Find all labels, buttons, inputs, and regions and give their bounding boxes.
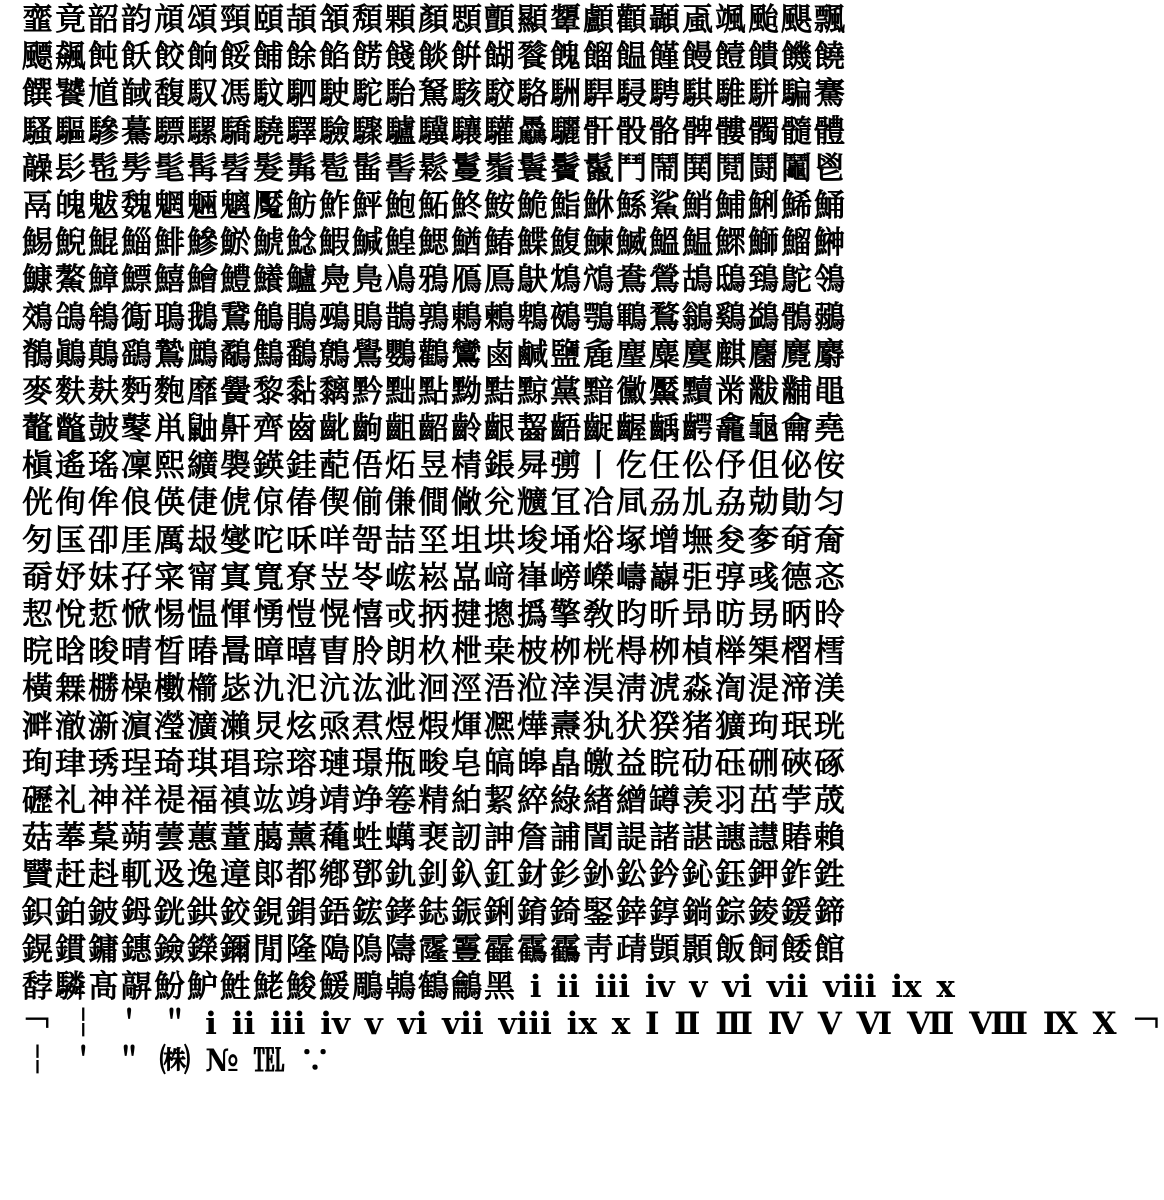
glyph-line-20: 溿澈澵濵瀅瀇瀨炅炫焏焄煜煆煇凞燁燾犱犾猤猪獷玽珉珖 [22,708,847,745]
glyph-line-1: 韲竟韶韵頏頌頸頤頡頷頽顆顏顋顫顯顰顱顴顳颪颯颱颶飄 [22,2,847,38]
glyph-line-15: 匇匤卲厓厲叝燮咜咊咩哿喆坙坥垬埈埇焀塚增墲夋奓奛奝 [22,522,847,559]
glyph-line-4: 騷驅驂驀驃騾驕驍驛驗驟驢驥驤驩驫驪骭骰骼髀髏髑髓體 [22,113,847,150]
glyph-line-28: ￢ ￤ ＇ ＂ ⅰ ⅱ ⅲ ⅳ ⅴ ⅵ ⅶ ⅷ ⅸ ⅹ Ⅰ Ⅱ Ⅲ Ⅳ Ⅴ Ⅵ Ⅶ Ⅷ Ⅸ Ⅹ ￢ [22,1006,1164,1043]
glyph-line-3: 饌饕馗馘馥馭馮馼駟駛駝駘駑駭駮駱駲駻駸騁騏騅駢騙騫 [22,76,847,113]
glyph-line-7: 鯣鯢鯤鯔鯡鰺鯲鯱鯰鰕鰔鰉鰓鰌鰆鰈鰒鰊鰄鰮鰛鰥鰤鰡鰰 [22,225,847,262]
glyph-line-22: 礰礼神祥禔福禛竑竧靖竫箞精絈絜綷綠緖繒罇羡羽茁荢荿 [22,782,847,819]
glyph-line-16: 奣妤妺孖寀甯寘寬尞岦岺峵崧嵓﨑嵂嵭嶸嶹巐弡弴彧德忞 [22,559,847,596]
glyph-line-27: 馞驎髙髜魵魲鮏鮱鮻鰀鵰鵫鶴鸙黑 ⅰ ⅱ ⅲ ⅳ ⅴ ⅵ ⅶ ⅷ ⅸ ⅹ [22,968,957,1005]
glyph-line-21: 珣珒琇珵琦琪琩琮瑢璉璟甁畯皂皜皞皛皦益睆劯砡硎硤硺 [22,745,847,782]
glyph-line-2: 飃飆飩飫餃餉餒餔餘餡餝餞餤餠餬餮餽餾饂饉饅饐饋饑饒 [22,39,847,76]
glyph-line-13: 槇遙瑤凜熙纊褜鍈銈蓜俉炻昱棈鋹曻彅丨仡仼伀伃伹佖侒 [22,448,847,485]
glyph-line-14: 侊侚侔俍偀倢俿倞偆偰偂傔僴僘兊兤冝冾凬刕劜劦勀勛匀 [22,485,847,522]
glyph-line-11: 麥麩麸麪麭靡黌黎黏黐黔黜點黝黠黥黨黯黴黶黷黹黻黼黽 [22,373,847,410]
glyph-line-9: 鵁鴿鴾鵆鵈鵝鵞鵤鵑鵐鵙鵲鶉鶇鶫鵯鵺鶚鶤鶩鶲鷄鷁鶻鶸 [22,299,847,336]
glyph-line-17: 恝悅悊惞惕愠惲愑愷愰憘戓抦揵摠撝擎敎昀昕昻昉昮昞昤 [22,597,847,633]
glyph-line-29: ￤ ＇ ＂ ㈱ № ℡ ∵ [22,1043,333,1080]
glyph-sheet [22,2,1164,1080]
glyph-line-12: 鼇鼈皷鼕鼡鼬鼾齊齒齔齣齟齠齡齦齧齬齪齷齲齶龕龜龠堯 [22,411,847,448]
glyph-line-8: 鱇鰲鱆鰾鱚鱠鱧鱶鱸鳧鳬鳰鴉鴈鳫鴃鴆鴪鴦鶯鴣鴟鵄鴕鴒 [22,262,847,299]
glyph-line-24: 贒赶﨣軏﨤逸遧郞都鄕鄧釚釗釞釭釮釤釥鈆鈐鈊鈺鉀鈼鉎 [22,857,847,894]
glyph-line-19: 橫橆橳橾櫢櫤毖氿汜沆汯泚洄涇浯涖涬淏淸淲淼渹湜渧渼 [22,671,847,708]
glyph-line-5: 髞髟髢髣髦髯髫髮髴髱髷髻鬆鬘鬚鬟鬢鬣鬥鬧鬨鬩鬪鬮鬯 [22,150,847,187]
glyph-line-25: 鉙鉑鈹鉧銧鉷鉸鋧鋗鋙鋐﨧鋕鋠鋓錥錡鋻﨨錞鋿錝錂鍰鍗 [22,894,847,931]
glyph-line-23: 菇菶葈蒴蕓蕙蕫﨟薰蘒﨡蠇裵訒訷詹誧誾諟諸諶譓譿賰賴 [22,820,847,857]
glyph-line-6: 鬲魄魃魏魍魎魑魘魴鮓鮃鮑鮖鮗鮟鮠鮨鮴鯀鯊鮹鯆鯏鯑鯒 [22,187,847,224]
glyph-line-26: 鎤鏆鏞鏸鐱鑅鑈閒隆﨩隝隯霳霻靃靍靏靑靕顗顥飯飼餧館 [22,931,847,968]
glyph-line-18: 晥晗晙晴晳暙暠暲暿曺朎朗杦枻桒柀栁桄棏栁楨榉榘槢樰 [22,634,847,671]
glyph-line-10: 鶺鷆鷏鷂鷙鷓鷸鷦鷭鷯鷽鸚鸛鸞鹵鹹鹽麁麈麋麌麒麕麑麝 [22,336,847,373]
